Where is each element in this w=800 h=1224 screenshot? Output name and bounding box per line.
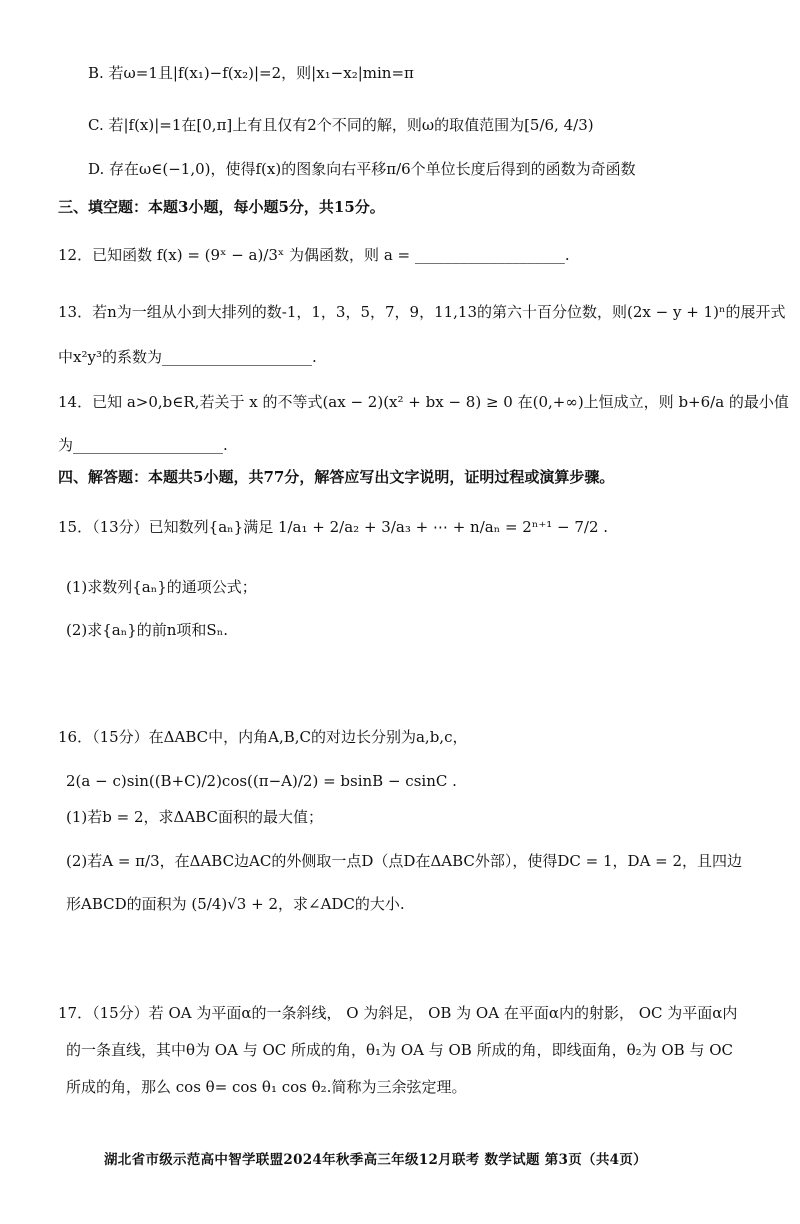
question-14-line-1: 14．已知 a>0,b∈R,若关于 x 的不等式(ax − 2)(x² + bx − 8) ≥ 0 在(0,+∞)上恒成立，则 b+6/a 的最小值 (58, 393, 789, 411)
question-17-line-1: 17．（15分）若 OA 为平面α的一条斜线， O 为斜足， OB 为 OA 在平面α内的射影， OC 为平面α内 (58, 1004, 738, 1022)
option-d: D. 存在ω∈(−1,0)，使得f(x)的图象向右平移π/6个单位长度后得到的函数为奇函数 (88, 160, 636, 178)
question-16-equation: 2(a − c)sin((B+C)/2)cos((π−A)/2) = bsinB − csinC . (66, 772, 457, 790)
question-15-part-2: (2)求{aₙ}的前n项和Sₙ. (66, 621, 228, 639)
section-3-title: 三、填空题：本题3小题，每小题5分，共15分。 (58, 198, 385, 216)
question-16-part-2-line-1: (2)若A = π/3，在ΔABC边AC的外侧取一点D（点D在ΔABC外部），使得DC = 1，DA = 2，且四边 (66, 852, 743, 870)
question-16-stem: 16．（15分）在ΔABC中，内角A,B,C的对边长分别为a,b,c， (58, 728, 468, 746)
section-4-title: 四、解答题：本题共5小题，共77分，解答应写出文字说明，证明过程或演算步骤。 (58, 468, 615, 486)
question-13-line-2: 中x²y³的系数为____________________. (58, 348, 317, 366)
question-17-line-2: 的一条直线，其中θ为 OA 与 OC 所成的角，θ₁为 OA 与 OB 所成的角，即线面角，θ₂为 OB 与 OC (66, 1041, 734, 1059)
question-16-part-2-line-2: 形ABCD的面积为 (5/4)√3 + 2，求∠ADC的大小. (66, 895, 405, 913)
question-15-part-1: (1)求数列{aₙ}的通项公式； (66, 578, 257, 596)
question-13-line-1: 13．若n为一组从小到大排列的数-1，1，3，5，7，9，11,13的第六十百分位数，则(2x − y + 1)ⁿ的展开式 (58, 303, 786, 321)
question-17-line-3: 所成的角，那么 cos θ= cos θ₁ cos θ₂.简称为三余弦定理。 (66, 1078, 467, 1096)
option-c: C. 若|f(x)|=1在[0,π]上有且仅有2个不同的解，则ω的取值范围为[5/6, 4/3) (88, 116, 594, 134)
question-12: 12．已知函数 f(x) = (9ˣ − a)/3ˣ 为偶函数，则 a = ____________________. (58, 246, 570, 264)
page-footer: 湖北省市级示范高中智学联盟2024年秋季高三年级12月联考 数学试题 第3页（共4页） (104, 1152, 647, 1168)
option-b: B. 若ω=1且|f(x₁)−f(x₂)|=2，则|x₁−x₂|min=π (88, 64, 414, 82)
question-16-part-1: (1)若b = 2，求ΔABC面积的最大值； (66, 808, 323, 826)
question-14-line-2: 为____________________. (58, 436, 228, 454)
question-15-stem: 15．（13分）已知数列{aₙ}满足 1/a₁ + 2/a₂ + 3/a₃ + ⋯ + n/aₙ = 2ⁿ⁺¹ − 7/2 . (58, 518, 609, 536)
